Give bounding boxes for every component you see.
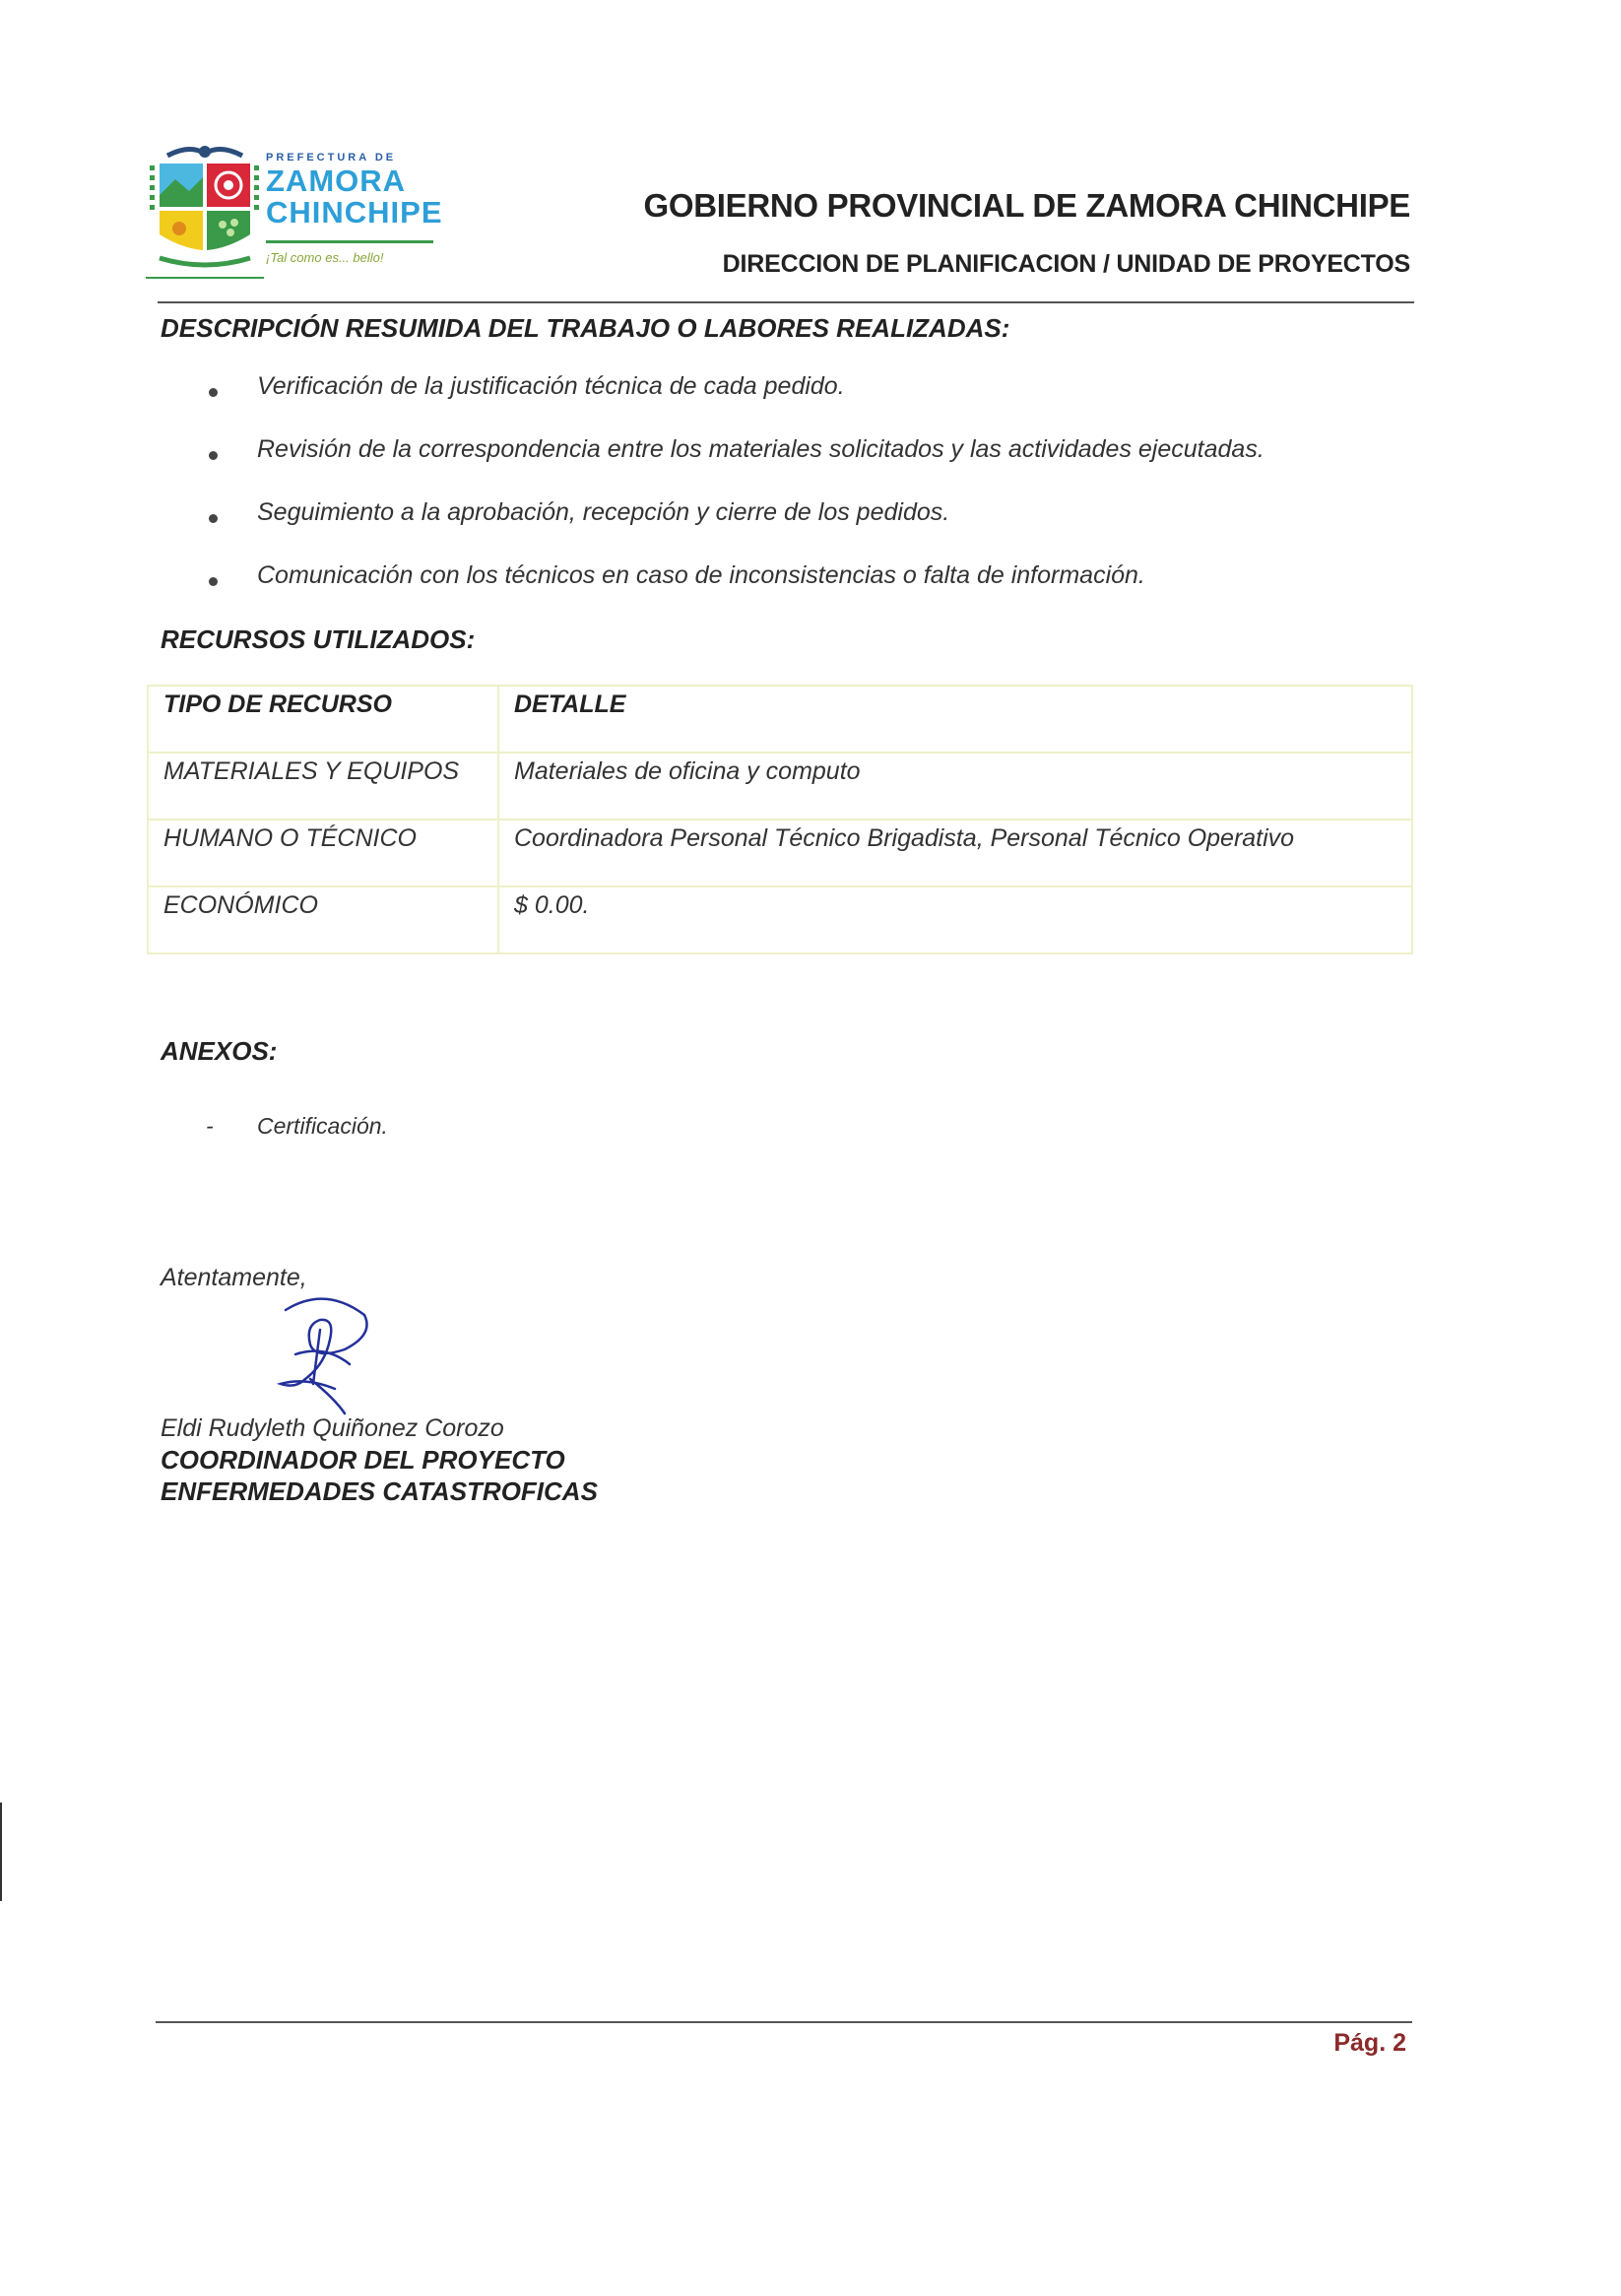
signer-role-line1: COORDINADOR DEL PROYECTO <box>161 1445 565 1475</box>
annexes-heading: ANEXOS: <box>161 1036 278 1066</box>
logo-name-line1: ZAMORA <box>266 164 407 198</box>
logo-divider <box>266 240 433 243</box>
description-list <box>161 372 1441 624</box>
table-cell: Coordinadora Personal Técnico Brigadista, Personal Técnico Operativo <box>498 820 1412 886</box>
table-cell: HUMANO O TÉCNICO <box>148 820 498 886</box>
column-header: TIPO DE RECURSO <box>148 686 498 753</box>
logo-slogan: ¡Tal como es... bello! <box>266 250 384 265</box>
table-cell: MATERIALES Y EQUIPOS <box>148 753 498 820</box>
page-number: Pág. 2 <box>1333 2029 1406 2057</box>
bullet-icon <box>209 451 218 460</box>
list-item-text: Certificación. <box>257 1113 388 1139</box>
description-heading: DESCRIPCIÓN RESUMIDA DEL TRABAJO O LABORES REALIZADAS: <box>161 313 1010 343</box>
coat-of-arms-icon <box>146 140 264 283</box>
table-row <box>148 753 1412 820</box>
list-item-text: Revisión de la correspondencia entre los materiales solicitados y las actividades ejecutadas. <box>257 435 1264 463</box>
header-divider <box>158 301 1414 303</box>
list-item <box>161 372 1441 435</box>
bullet-icon <box>209 514 218 523</box>
list-item-text: Seguimiento a la aprobación, recepción y cierre de los pedidos. <box>257 498 950 526</box>
list-item <box>161 561 1441 624</box>
bullet-icon <box>209 388 218 397</box>
resources-table <box>147 685 1413 954</box>
table-cell: Materiales de oficina y computo <box>498 753 1412 820</box>
scan-margin-mark <box>0 1803 2 1901</box>
table-row <box>148 886 1412 953</box>
bullet-icon <box>209 577 218 586</box>
table-header-row <box>148 686 1412 753</box>
column-header: DETALLE <box>498 686 1412 753</box>
signer-name: Eldi Rudyleth Quiñonez Corozo <box>161 1414 504 1442</box>
list-item <box>161 435 1441 498</box>
list-item-text: Comunicación con los técnicos en caso de inconsistencias o falta de información. <box>257 561 1145 589</box>
dash-icon: - <box>206 1113 214 1139</box>
table-row <box>148 820 1412 886</box>
table-cell: $ 0.00. <box>498 886 1412 953</box>
page-title: GOBIERNO PROVINCIAL DE ZAMORA CHINCHIPE <box>643 187 1410 224</box>
logo-top-text: PREFECTURA DE <box>266 152 397 164</box>
logo-name-line2: CHINCHIPE <box>266 195 443 230</box>
list-item-text: Verificación de la justificación técnica de cada pedido. <box>257 372 845 400</box>
prefecture-logo <box>146 140 441 283</box>
resources-heading: RECURSOS UTILIZADOS: <box>161 624 476 654</box>
salutation: Atentamente, <box>161 1264 307 1291</box>
list-item <box>161 498 1441 561</box>
table-cell: ECONÓMICO <box>148 886 498 953</box>
signer-role-line2: ENFERMEDADES CATASTROFICAS <box>161 1476 598 1506</box>
signature-icon <box>266 1290 384 1418</box>
page-subtitle: DIRECCION DE PLANIFICACION / UNIDAD DE PROYECTOS <box>722 250 1410 278</box>
footer-divider <box>156 2021 1412 2023</box>
